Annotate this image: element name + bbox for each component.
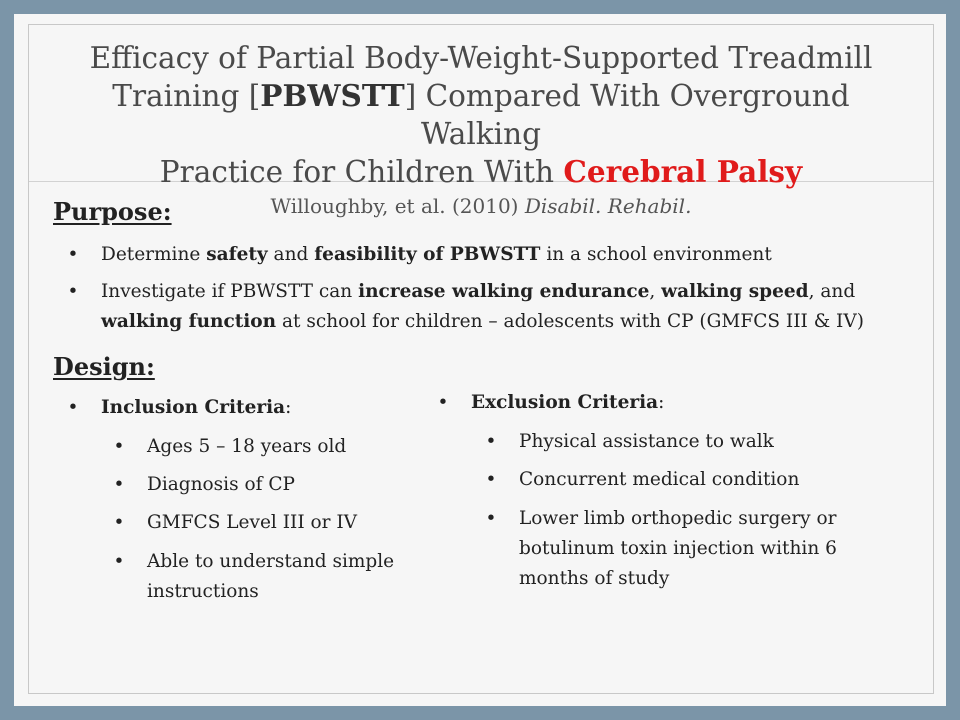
bullet-icon: • [437,392,449,413]
bullet-icon: • [67,397,79,418]
purpose-bullet-1: • Determine safety and feasibility of PBWSTT in a school environment [101,240,772,270]
bullet-icon: • [485,431,497,452]
purpose-bullet-2-line-2: walking function at school for children – adolescents with CP (GMFCS III & IV) [101,311,864,332]
bullet-icon: • [485,469,497,490]
slide-frame [28,24,934,694]
exclusion-item: • Physical assistance to walk [519,427,774,457]
purpose-heading: Purpose: [53,197,172,226]
inclusion-item: • GMFCS Level III or IV [147,508,357,538]
exclusion-item: • Lower limb orthopedic surgery or botulinum toxin injection within 6 months of study [519,504,837,594]
bullet-icon: • [67,244,79,265]
inclusion-item: • Diagnosis of CP [147,470,295,500]
purpose-bullet-2 [67,277,931,337]
bullet-icon: • [67,281,79,302]
exclusion-criteria-label: • Exclusion Criteria: [471,388,664,418]
bullet-icon: • [485,508,497,529]
bullet-icon: • [113,436,125,457]
journal-name: Disabil. Rehabil. [524,194,692,218]
cerebral-palsy-highlight: Cerebral Palsy [563,154,803,189]
title-line-2: Training [PBWSTT] Compared With Overground Walking [112,78,850,151]
design-heading: Design: [53,352,155,381]
bullet-icon: • [113,474,125,495]
citation: Willoughby, et al. (2010) Disabil. Rehabil. [270,194,692,218]
pbwstt-bold: PBWSTT [260,78,405,113]
inclusion-item: • Able to understand simple instructions [147,547,394,607]
title-line-3: Practice for Children With Cerebral Palsy [159,154,803,189]
purpose-bullet-2-line-1: Investigate if PBWSTT can increase walking endurance, walking speed, and [101,281,856,302]
inclusion-criteria-label: • Inclusion Criteria: [101,393,291,423]
bullet-icon: • [113,551,125,572]
exclusion-item: • Concurrent medical condition [519,465,799,495]
slide-title [49,39,913,191]
title-line-1: Efficacy of Partial Body-Weight-Supported Treadmill [89,41,873,75]
bullet-icon: • [113,512,125,533]
inclusion-item: • Ages 5 – 18 years old [147,432,346,462]
slide [14,14,946,706]
